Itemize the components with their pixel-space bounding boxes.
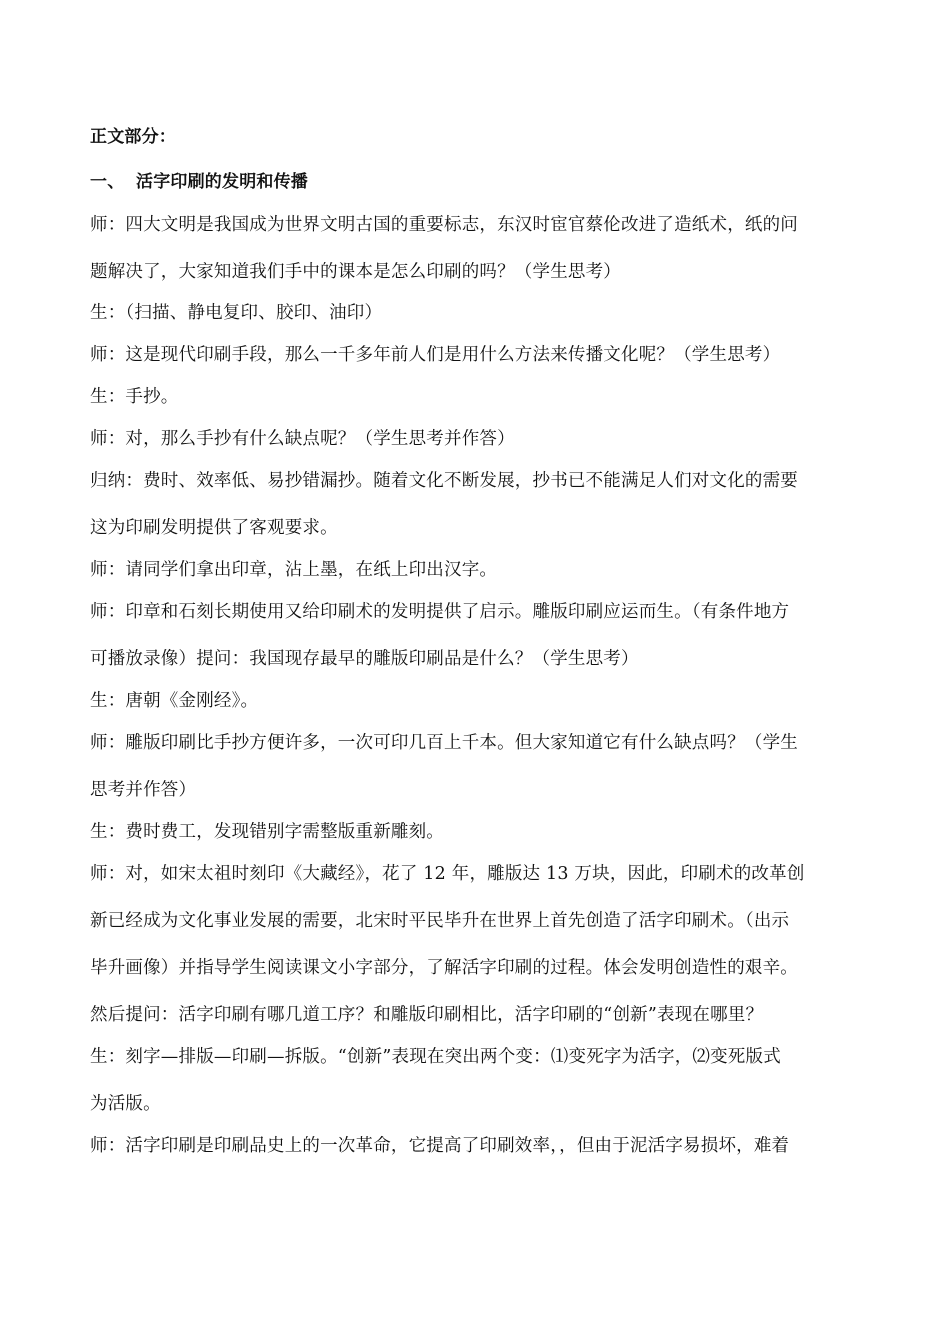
text-line: 生：（扫描、静电复印、胶印、油印） [90,303,383,323]
text-line: 新已经成为文化事业发展的需要，北宋时平民毕升在世界上首先创造了活字印刷术。（出示 [90,911,790,931]
heading-number: 一、 [90,172,125,192]
text-line: 师：雕版印刷比手抄方便许多，一次可印几百上千本。但大家知道它有什么缺点吗？（学生 [90,733,798,753]
text-line: 生：手抄。 [90,387,179,407]
text-line: 然后提问：活字印刷有哪几道工序？和雕版印刷相比，活字印刷的“创新”表现在哪里？ [90,1005,764,1025]
text-line: 师：活字印刷是印刷品史上的一次革命，它提高了印刷效率，，但由于泥活字易损坏，难着 [90,1136,790,1156]
text-line: 为活版。 [90,1094,161,1114]
text-line: 归纳：费时、效率低、易抄错漏抄。随着文化不断发展，抄书已不能满足人们对文化的需要 [90,471,798,491]
heading-title: 活字印刷的发明和传播 [136,172,308,192]
text-line: 师：对，那么手抄有什么缺点呢？（学生思考并作答） [90,429,515,449]
section-label: 正文部分： [90,127,176,147]
text-line: 师：对，如宋太祖时刻印《大藏经》，花了 12 年，雕版达 13 万块，因此，印刷术的改革创 [90,864,805,884]
text-line: 生：刻字—排版—印刷—拆版。“创新”表现在突出两个变：⑴变死字为活字，⑵变死版式 [90,1047,781,1067]
text-line: 思考并作答） [90,780,197,800]
text-line: 师：四大文明是我国成为世界文明古国的重要标志，东汉时宦官蔡伦改进了造纸术，纸的问 [90,215,798,235]
text-line: 可播放录像）提问：我国现存最早的雕版印刷品是什么？（学生思考） [90,649,639,669]
text-line: 生：费时费工，发现错别字需整版重新雕刻。 [90,822,444,842]
text-line: 毕升画像）并指导学生阅读课文小字部分，了解活字印刷的过程。体会发明创造性的艰辛。 [90,958,798,978]
text-line: 这为印刷发明提供了客观要求。 [90,518,338,538]
text-line: 师：印章和石刻长期使用又给印刷术的发明提供了启示。雕版印刷应运而生。（有条件地方 [90,602,790,622]
section-heading [90,168,308,196]
text-line: 师：这是现代印刷手段，那么一千多年前人们是用什么方法来传播文化呢？（学生思考） [90,345,781,365]
text-line: 生：唐朝《金刚经》。 [90,691,259,711]
text-line: 题解决了，大家知道我们手中的课本是怎么印刷的吗？（学生思考） [90,262,621,282]
text-line: 师：请同学们拿出印章，沾上墨，在纸上印出汉字。 [90,560,498,580]
